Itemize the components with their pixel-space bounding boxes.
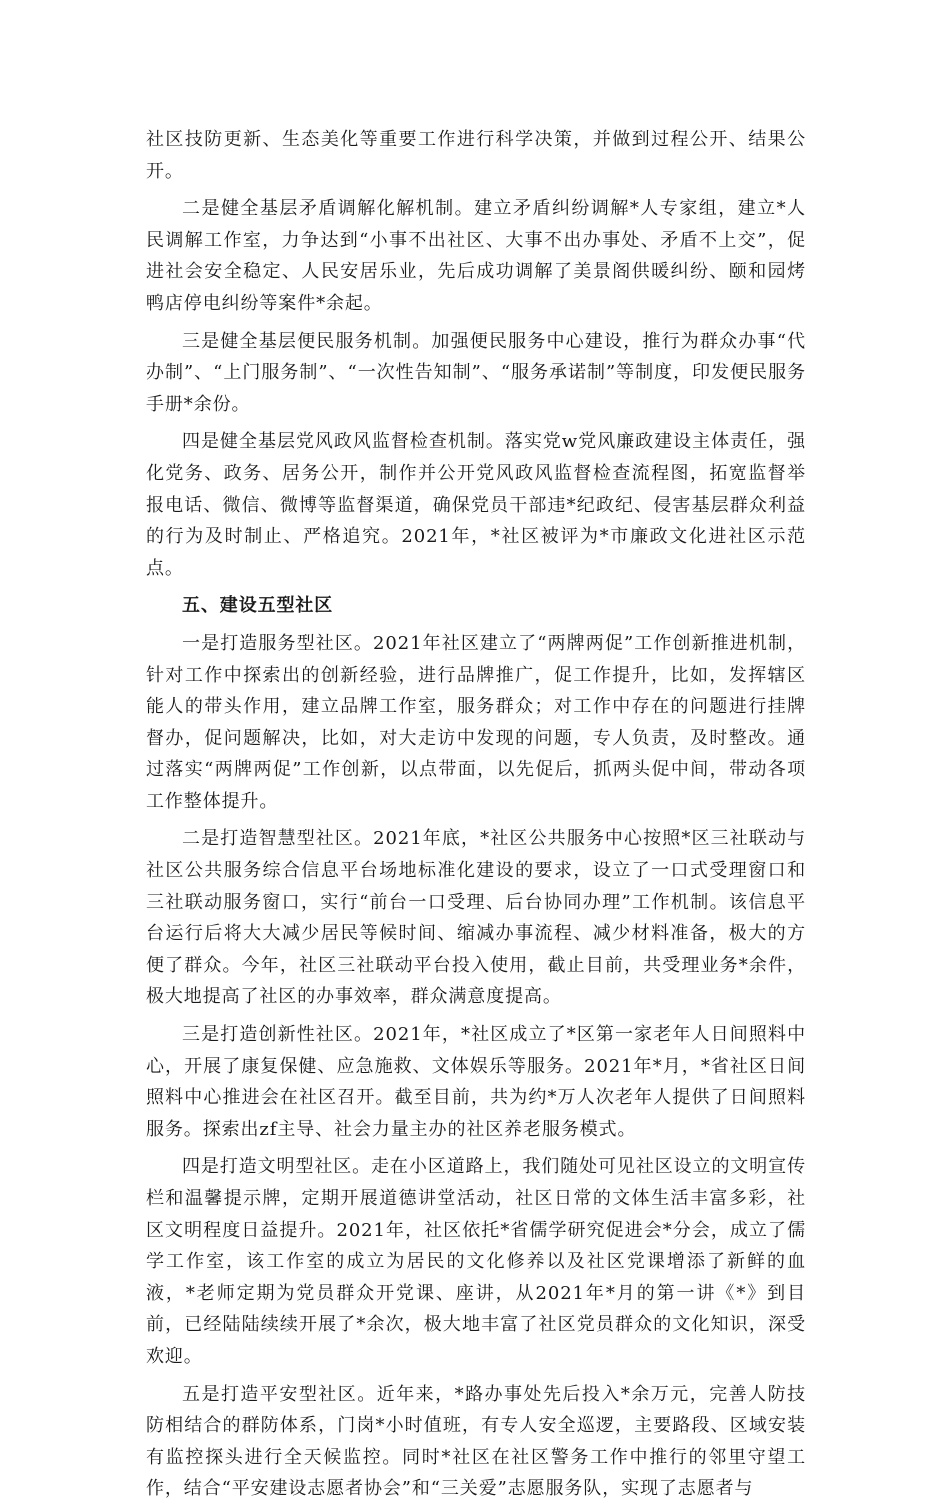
paragraph-smart-community: 二是打造智慧型社区。2021年底，*社区公共服务中心按照*区三社联动与社区公共服务综合信息平台场地标准化建设的要求，设立了一口式受理窗口和三社联动服务窗口，实行“前台一口受理、后台协同办理”工作机制。该信息平台运行后将大大减少居民等候时间、缩减办事流程、减少材料准备，极大的方便了群众。今年，社区三社联动平台投入使用，截止目前，共受理业务*余件，极大地提高了社区的办事效率，群众满意度提高。 xyxy=(146,828,806,1008)
paragraph-service-community: 一是打造服务型社区。2021年社区建立了“两牌两促”工作创新推进机制，针对工作中探索出的创新经验，进行品牌推广，促工作提升，比如，发挥辖区能人的带头作用，建立品牌工作室，服务群众；对工作中存在的问题进行挂牌督办，促问题解决，比如，对大走访中发现的问题，专人负责，及时整改。通过落实“两牌两促”工作创新，以点带面，以先促后，抓两头促中间，带动各项工作整体提升。 xyxy=(146,632,806,812)
paragraph-convenience-service: 三是健全基层便民服务机制。加强便民服务中心建设，推行为群众办事“代办制”、“上门服务制”、“一次性告知制”、“服务承诺制”等制度，印发便民服务手册*余份。 xyxy=(146,330,806,415)
paragraph-safe-community: 五是打造平安型社区。近年来，*路办事处先后投入*余万元，完善人防技防相结合的群防体系，门岗*小时值班，有专人安全巡逻，主要路段、区域安装有监控探头进行全天候监控。同时*社区在社区警务工作中推行的邻里守望工作，结合“平安建设志愿者协会”和“三关爱”志愿服务队，实现了志愿者与 xyxy=(146,1383,806,1500)
paragraph-mediation-mechanism: 二是健全基层矛盾调解化解机制。建立矛盾纠纷调解*人专家组，建立*人民调解工作室，力争达到“小事不出社区、大事不出办事处、矛盾不上交”，促进社会安全稳定、人民安居乐业，先后成功调解了美景阁供暖纠纷、颐和园烤鸭店停电纠纷等案件*余起。 xyxy=(146,198,806,314)
paragraph-supervision-mechanism: 四是健全基层党风政风监督检查机制。落实党w党风廉政建设主体责任，强化党务、政务、居务公开，制作并公开党风政风监督检查流程图，拓宽监督举报电话、微信、微博等监督渠道，确保党员干部违*纪政纪、侵害基层群众利益的行为及时制止、严格追究。2021年，*社区被评为*市廉政文化进社区示范点。 xyxy=(146,431,806,579)
document-body xyxy=(146,124,806,1511)
paragraph-innovative-community: 三是打造创新性社区。2021年，*社区成立了*区第一家老年人日间照料中心，开展了康复保健、应急施救、文体娱乐等服务。2021年*月，*省社区日间照料中心推进会在社区召开。截至目前，共为约*万人次老年人提供了日间照料服务。探索出zf主导、社会力量主办的社区养老服务模式。 xyxy=(146,1024,806,1140)
paragraph-civilized-community: 四是打造文明型社区。走在小区道路上，我们随处可见社区设立的文明宣传栏和温馨提示牌，定期开展道德讲堂活动，社区日常的文体生活丰富多彩，社区文明程度日益提升。2021年，社区依托*省儒学研究促进会*分会，成立了儒学工作室，该工作室的成立为居民的文化修养以及社区党课增添了新鲜的血液，*老师定期为党员群众开党课、座讲，从2021年*月的第一讲《*》到目前，已经陆陆续续开展了*余次，极大地丰富了社区党员群众的文化知识，深受欢迎。 xyxy=(146,1156,806,1367)
section-heading: 五、建设五型社区 xyxy=(182,595,334,617)
paragraph-continuation: 社区技防更新、生态美化等重要工作进行科学决策，并做到过程公开、结果公开。 xyxy=(146,129,806,182)
